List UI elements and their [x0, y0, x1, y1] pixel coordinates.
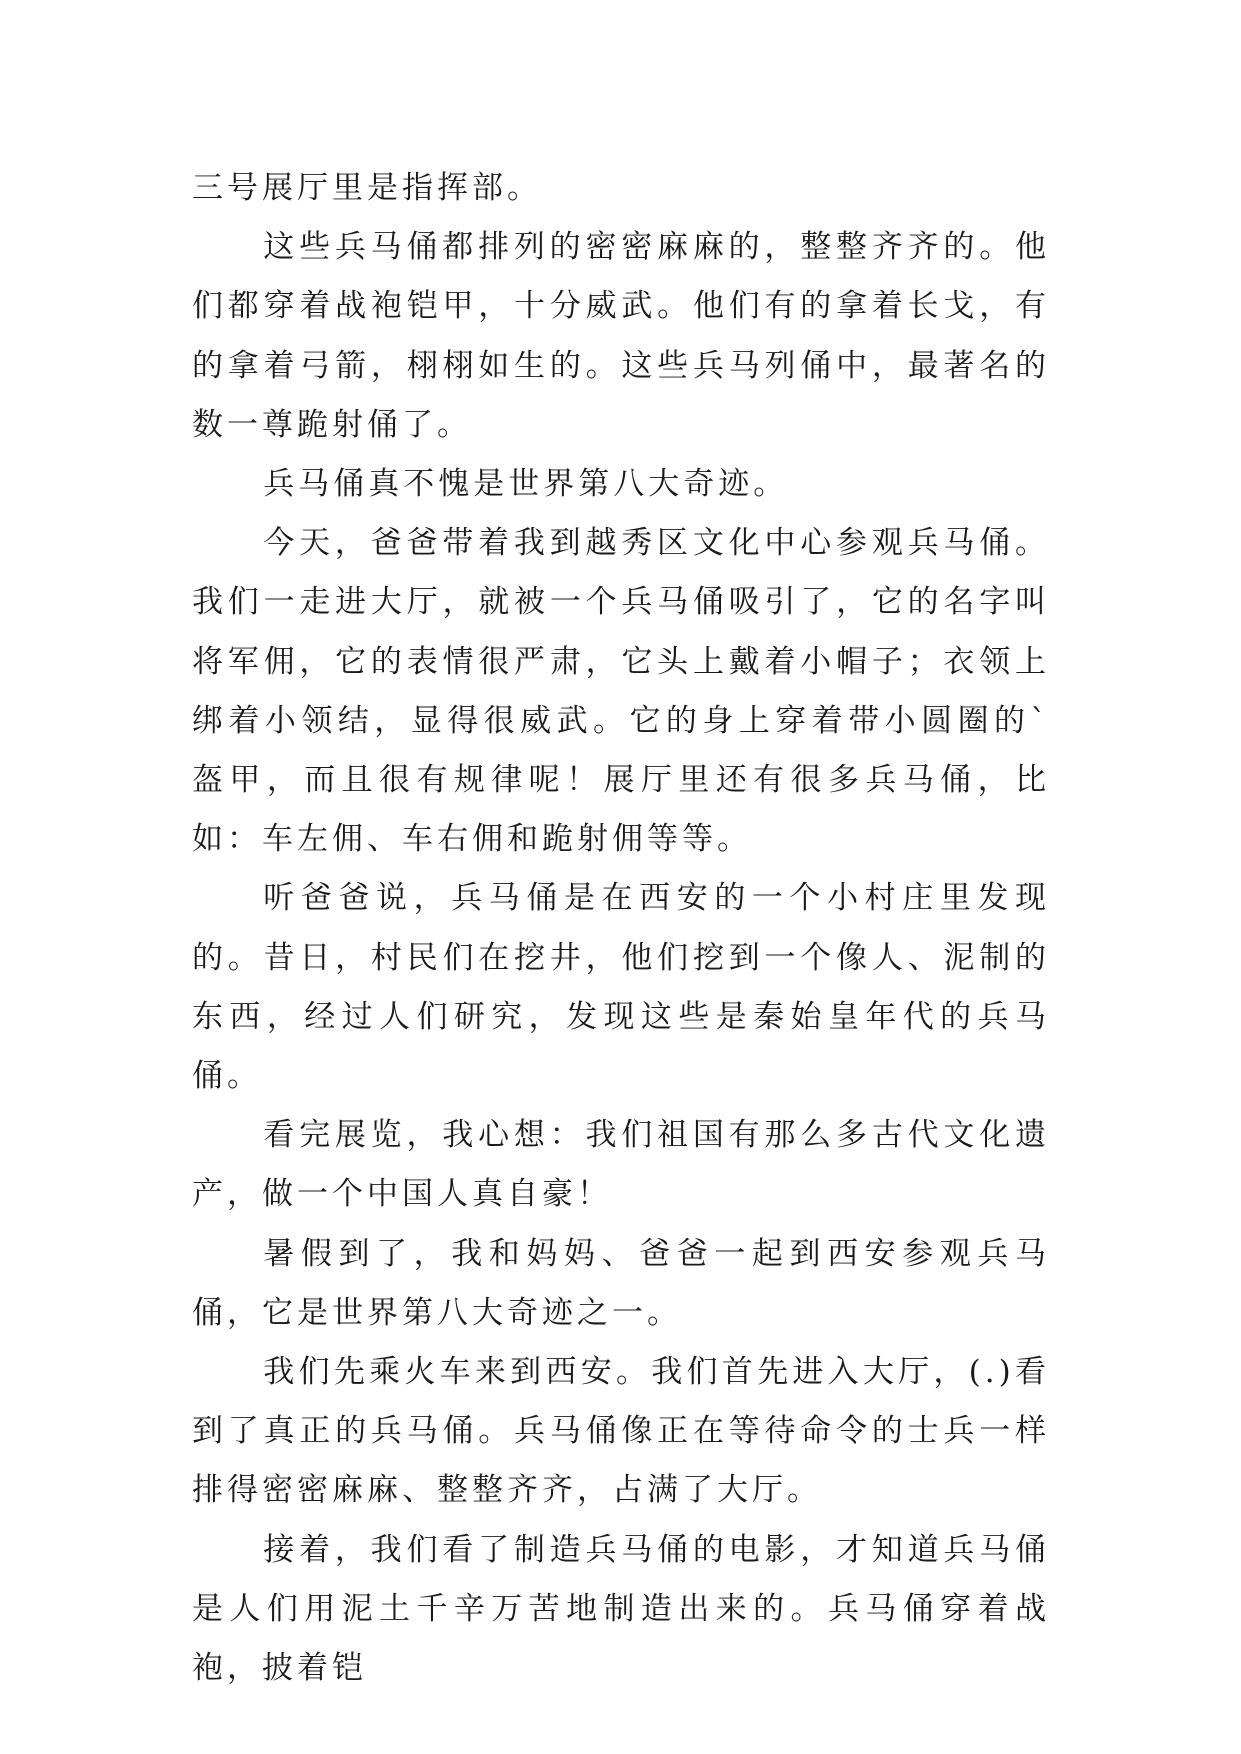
paragraph: 这些兵马俑都排列的密密麻麻的，整整齐齐的。他们都穿着战袍铠甲，十分威武。他们有的拿着长戈，有的拿着弓箭，栩栩如生的。这些兵马列俑中，最著名的数一尊跪射俑了。 — [192, 229, 1050, 443]
paragraph: 接着，我们看了制造兵马俑的电影，才知道兵马俑是人们用泥土千辛万苦地制造出来的。兵马俑穿着战袍，披着铠 — [192, 1531, 1050, 1687]
paragraph: 三号展厅里是指挥部。 — [192, 170, 542, 206]
paragraph: 暑假到了，我和妈妈、爸爸一起到西安参观兵马俑，它是世界第八大奇迹之一。 — [192, 1235, 1050, 1331]
paragraph: 兵马俑真不愧是世界第八大奇迹。 — [263, 466, 789, 503]
paragraph: 听爸爸说，兵马俑是在西安的一个小村庄里发现的。昔日，村民们在挖井，他们挖到一个像人、泥制的东西，经过人们研究，发现这些是秦始皇年代的兵马俑。 — [192, 880, 1050, 1095]
document-page — [192, 159, 1050, 1698]
paragraph: 今天，爸爸带着我到越秀区文化中心参观兵马俑。我们一走进大厅，就被一个兵马俑吸引了，它的名字叫将军佣，它的表情很严肃，它头上戴着小帽子；衣领上绑着小领结，显得很威武。它的身上穿着带小圆圈的`盔甲，而且很有规律呢！展厅里还有很多兵马俑，比如：车左佣、车右佣和跪射佣等等。 — [192, 525, 1050, 858]
paragraph: 我们先乘火车来到西安。我们首先进入大厅，(.)看到了真正的兵马俑。兵马俑像正在等待命令的士兵一样排得密密麻麻、整整齐齐，占满了大厅。 — [192, 1354, 1050, 1509]
paragraph: 看完展览，我心想：我们祖国有那么多古代文化遗产，做一个中国人真自豪！ — [192, 1117, 1050, 1213]
